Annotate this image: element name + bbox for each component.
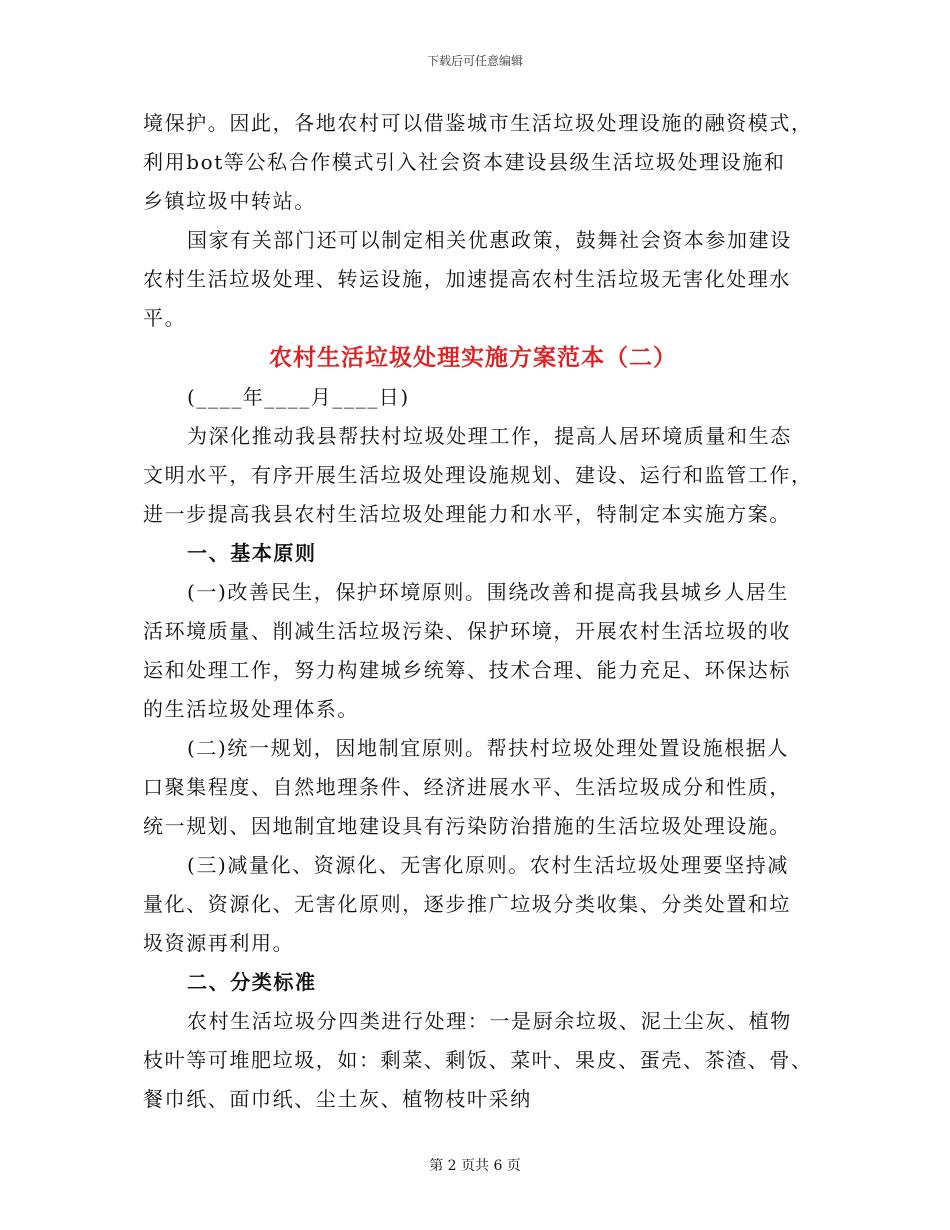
- section-heading: 一、基本原则: [187, 541, 317, 565]
- section-title: 农村生活垃圾处理实施方案范本（二）: [269, 344, 677, 371]
- paragraph-line: 统一规划、因地制宜地建设具有污染防治措施的生活垃圾处理设施。: [143, 814, 791, 838]
- paragraph-line: 乡镇垃圾中转站。: [143, 189, 316, 213]
- paragraph-line: (三)减量化、资源化、无害化原则。农村生活垃圾处理要坚持减: [187, 853, 790, 877]
- paragraph-line: 活环境质量、削减生活垃圾污染、保护环境，开展农村生活垃圾的收: [143, 619, 791, 643]
- paragraph-line: 农村生活垃圾分四类进行处理：一是厨余垃圾、泥土尘灰、植物: [187, 1009, 792, 1033]
- page-footer: 第 2 页共 6 页: [429, 1158, 521, 1174]
- paragraph-line: 境保护。因此，各地农村可以借鉴城市生活垃圾处理设施的融资模式，: [143, 111, 813, 135]
- paragraph-line: 餐巾纸、面巾纸、尘土灰、植物枝叶采纳: [143, 1087, 532, 1111]
- section-heading: 二、分类标准: [187, 970, 317, 994]
- paragraph-line: 的生活垃圾处理体系。: [143, 697, 359, 721]
- paragraph-line: 平。: [143, 306, 187, 330]
- paragraph-line: 枝叶等可堆肥垃圾，如：剩菜、剩饭、菜叶、果皮、蛋壳、茶渣、骨、: [143, 1048, 813, 1072]
- paragraph-line: 圾资源再利用。: [143, 931, 295, 955]
- paragraph-line: 农村生活垃圾处理、转运设施，加速提高农村生活垃圾无害化处理水: [143, 267, 791, 291]
- paragraph-line: 为深化推动我县帮扶村垃圾处理工作，提高人居环境质量和生态: [187, 424, 792, 448]
- paragraph-line: 利用bot等公私合作模式引入社会资本建设县级生活垃圾处理设施和: [143, 150, 786, 174]
- paragraph-line: 国家有关部门还可以制定相关优惠政策，鼓舞社会资本参加建设: [187, 228, 792, 252]
- page-header: 下载后可任意编辑: [426, 54, 523, 68]
- paragraph-line: 文明水平，有序开展生活垃圾处理设施规划、建设、运行和监管工作，: [143, 463, 813, 487]
- paragraph-line: 量化、资源化、无害化原则，逐步推广垃圾分类收集、分类处置和垃: [143, 892, 791, 916]
- paragraph-line: 口聚集程度、自然地理条件、经济进展水平、生活垃圾成分和性质，: [143, 775, 791, 799]
- paragraph-line: (一)改善民生，保护环境原则。围绕改善和提高我县城乡人居生: [187, 580, 790, 604]
- paragraph-line: (二)统一规划，因地制宜原则。帮扶村垃圾处理处置设施根据人: [187, 736, 790, 760]
- paragraph-line: 进一步提高我县农村生活垃圾处理能力和水平，特制定本实施方案。: [143, 502, 791, 526]
- date-line: (____年____月____日): [187, 385, 410, 409]
- paragraph-line: 运和处理工作，努力构建城乡统筹、技术合理、能力充足、环保达标: [143, 658, 791, 682]
- document-body: [143, 104, 813, 1119]
